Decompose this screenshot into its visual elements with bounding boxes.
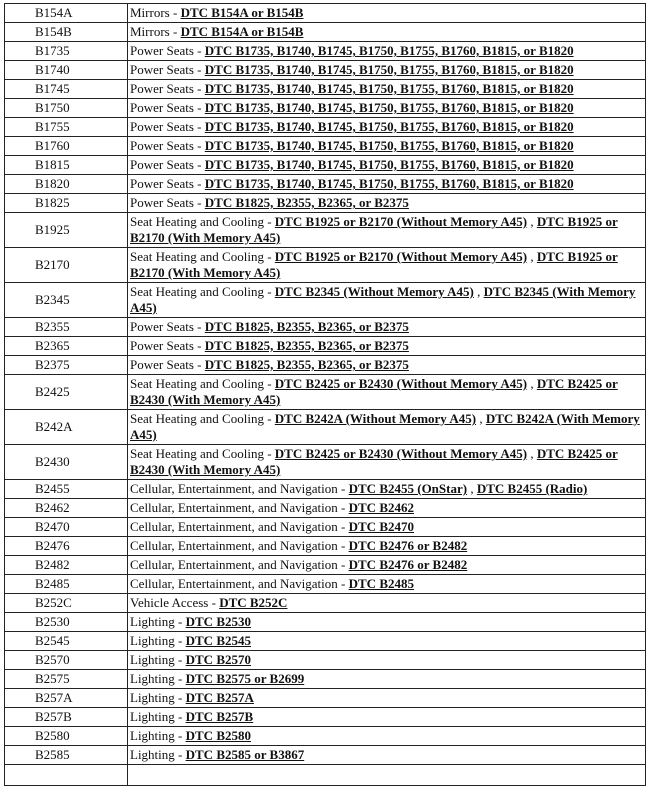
table-row — [5, 42, 646, 61]
table-row — [5, 194, 646, 213]
table-row — [5, 556, 646, 575]
dtc-link[interactable]: DTC B154A or B154B — [180, 5, 304, 20]
system-separator: - — [263, 446, 275, 461]
table-row — [5, 410, 646, 445]
table-row — [5, 575, 646, 594]
system-name: Seat Heating and Cooling — [130, 249, 264, 264]
system-name: Power Seats — [130, 62, 194, 77]
dtc-code-cell: B2570 — [5, 651, 128, 670]
dtc-code-cell: B2345 — [5, 283, 128, 318]
system-separator: - — [174, 747, 186, 762]
dtc-description-cell — [128, 445, 646, 480]
dtc-description-cell — [128, 213, 646, 248]
table-row — [5, 318, 646, 337]
dtc-link[interactable]: DTC B1825, B2355, B2365, or B2375 — [204, 357, 409, 372]
system-name: Power Seats — [130, 157, 194, 172]
dtc-code-cell: B154A — [5, 4, 128, 23]
system-name: Cellular, Entertainment, and Navigation — [130, 557, 338, 572]
dtc-description-cell — [128, 283, 646, 318]
system-name: Lighting — [130, 614, 175, 629]
system-separator: - — [337, 500, 349, 515]
table-row — [5, 537, 646, 556]
dtc-link[interactable]: DTC B2425 or B2430 (Without Memory A45) — [274, 376, 528, 391]
dtc-link[interactable]: DTC B1735, B1740, B1745, B1750, B1755, B1760, B1815, or B1820 — [204, 138, 574, 153]
system-separator: - — [193, 81, 205, 96]
system-name: Cellular, Entertainment, and Navigation — [130, 500, 338, 515]
table-row — [5, 670, 646, 689]
dtc-description-cell — [128, 651, 646, 670]
system-separator: - — [169, 24, 181, 39]
dtc-link[interactable]: DTC B1925 or B2170 (With Memory A45) — [130, 214, 618, 245]
table-row — [5, 518, 646, 537]
dtc-description-cell — [128, 480, 646, 499]
table-row — [5, 356, 646, 375]
dtc-link[interactable]: DTC B2455 (Radio) — [476, 481, 588, 496]
system-separator: - — [174, 614, 186, 629]
dtc-description-cell — [128, 575, 646, 594]
link-separator: , — [527, 376, 537, 391]
table-row — [5, 156, 646, 175]
table-row — [5, 118, 646, 137]
dtc-description-cell — [128, 746, 646, 765]
system-name: Power Seats — [130, 43, 194, 58]
table-row — [5, 99, 646, 118]
dtc-link[interactable]: DTC B257B — [185, 709, 254, 724]
system-name: Lighting — [130, 633, 175, 648]
table-row — [5, 594, 646, 613]
dtc-code-cell: B1820 — [5, 175, 128, 194]
dtc-description-cell — [128, 613, 646, 632]
table-row — [5, 445, 646, 480]
dtc-description-cell — [128, 537, 646, 556]
system-separator: - — [193, 176, 205, 191]
system-separator: - — [337, 576, 349, 591]
system-separator: - — [208, 595, 220, 610]
dtc-link[interactable]: DTC B1825, B2355, B2365, or B2375 — [204, 195, 409, 210]
system-separator: - — [337, 519, 349, 534]
dtc-code-cell: B2585 — [5, 746, 128, 765]
dtc-link[interactable]: DTC B1735, B1740, B1745, B1750, B1755, B1760, B1815, or B1820 — [204, 119, 574, 134]
dtc-description-cell — [128, 708, 646, 727]
system-name: Power Seats — [130, 319, 194, 334]
dtc-link[interactable]: DTC B1735, B1740, B1745, B1750, B1755, B1760, B1815, or B1820 — [204, 81, 574, 96]
system-separator: - — [193, 319, 205, 334]
system-separator: - — [337, 557, 349, 572]
system-name: Lighting — [130, 671, 175, 686]
link-separator: , — [473, 284, 484, 299]
dtc-code-cell: B2430 — [5, 445, 128, 480]
system-name: Seat Heating and Cooling — [130, 284, 264, 299]
dtc-table-body — [5, 4, 646, 786]
dtc-link[interactable]: DTC B2476 or B2482 — [348, 538, 468, 553]
system-separator: - — [193, 338, 205, 353]
dtc-description-cell — [128, 689, 646, 708]
system-name: Power Seats — [130, 357, 194, 372]
dtc-description-cell — [128, 670, 646, 689]
dtc-code-cell: B1755 — [5, 118, 128, 137]
dtc-code-cell: B1750 — [5, 99, 128, 118]
dtc-link[interactable]: DTC B2425 or B2430 (With Memory A45) — [130, 446, 618, 477]
dtc-description-cell — [128, 4, 646, 23]
empty-cell — [5, 765, 128, 786]
table-row — [5, 61, 646, 80]
dtc-code-cell: B2462 — [5, 499, 128, 518]
dtc-link[interactable]: DTC B2545 — [185, 633, 251, 648]
dtc-link[interactable]: DTC B2580 — [185, 728, 251, 743]
system-separator: - — [193, 119, 205, 134]
table-row — [5, 613, 646, 632]
dtc-link[interactable]: DTC B2570 — [185, 652, 251, 667]
link-separator: , — [527, 214, 537, 229]
table-row — [5, 23, 646, 42]
system-separator: - — [174, 633, 186, 648]
dtc-link[interactable]: DTC B1735, B1740, B1745, B1750, B1755, B1760, B1815, or B1820 — [204, 176, 574, 191]
system-separator: - — [263, 376, 275, 391]
system-name: Power Seats — [130, 100, 194, 115]
system-name: Power Seats — [130, 138, 194, 153]
system-name: Power Seats — [130, 195, 194, 210]
table-row — [5, 651, 646, 670]
dtc-code-cell: B154B — [5, 23, 128, 42]
system-separator: - — [169, 5, 181, 20]
dtc-link[interactable]: DTC B1925 or B2170 (With Memory A45) — [130, 249, 618, 280]
dtc-code-cell: B2485 — [5, 575, 128, 594]
dtc-code-cell: B2530 — [5, 613, 128, 632]
table-row — [5, 375, 646, 410]
dtc-description-cell — [128, 518, 646, 537]
dtc-description-cell — [128, 727, 646, 746]
table-row — [5, 283, 646, 318]
table-row — [5, 746, 646, 765]
table-row — [5, 248, 646, 283]
dtc-description-cell — [128, 499, 646, 518]
dtc-description-cell — [128, 42, 646, 61]
system-separator: - — [174, 690, 186, 705]
dtc-link[interactable]: DTC B257A — [185, 690, 254, 705]
table-row — [5, 708, 646, 727]
system-name: Lighting — [130, 728, 175, 743]
dtc-link[interactable]: DTC B1825, B2355, B2365, or B2375 — [204, 338, 409, 353]
table-row — [5, 689, 646, 708]
dtc-code-cell: B2470 — [5, 518, 128, 537]
dtc-link[interactable]: DTC B242A (Without Memory A45) — [274, 411, 477, 426]
dtc-code-cell: B2476 — [5, 537, 128, 556]
system-separator: - — [337, 538, 349, 553]
table-row — [5, 727, 646, 746]
dtc-description-cell — [128, 556, 646, 575]
system-name: Seat Heating and Cooling — [130, 376, 264, 391]
system-name: Seat Heating and Cooling — [130, 411, 264, 426]
dtc-description-cell — [128, 337, 646, 356]
system-name: Cellular, Entertainment, and Navigation — [130, 519, 338, 534]
system-separator: - — [174, 671, 186, 686]
system-separator: - — [193, 100, 205, 115]
dtc-link[interactable]: DTC B252C — [219, 595, 288, 610]
system-name: Lighting — [130, 747, 175, 762]
system-separator: - — [263, 249, 275, 264]
system-name: Lighting — [130, 690, 175, 705]
system-separator: - — [193, 43, 205, 58]
dtc-code-cell: B257B — [5, 708, 128, 727]
link-separator: , — [527, 249, 537, 264]
dtc-link[interactable]: DTC B2345 (With Memory A45) — [130, 284, 636, 315]
dtc-description-cell — [128, 23, 646, 42]
dtc-description-cell — [128, 632, 646, 651]
dtc-code-cell: B1745 — [5, 80, 128, 99]
table-row — [5, 137, 646, 156]
dtc-code-cell: B1815 — [5, 156, 128, 175]
dtc-code-cell: B1735 — [5, 42, 128, 61]
dtc-link[interactable]: DTC B242A (With Memory A45) — [130, 411, 640, 442]
system-separator: - — [193, 157, 205, 172]
dtc-code-cell: B2482 — [5, 556, 128, 575]
dtc-description-cell — [128, 356, 646, 375]
dtc-description-cell — [128, 375, 646, 410]
dtc-link[interactable]: DTC B2345 (Without Memory A45) — [274, 284, 474, 299]
table-row — [5, 499, 646, 518]
dtc-link[interactable]: DTC B1925 or B2170 (Without Memory A45) — [274, 249, 528, 264]
dtc-code-cell: B2355 — [5, 318, 128, 337]
dtc-link[interactable]: DTC B2585 or B3867 — [185, 747, 305, 762]
system-separator: - — [263, 214, 275, 229]
system-name: Cellular, Entertainment, and Navigation — [130, 538, 338, 553]
system-separator: - — [174, 709, 186, 724]
dtc-table — [4, 3, 646, 786]
system-separator: - — [337, 481, 349, 496]
table-row — [5, 175, 646, 194]
system-name: Mirrors — [130, 24, 170, 39]
system-name: Power Seats — [130, 176, 194, 191]
system-name: Cellular, Entertainment, and Navigation — [130, 576, 338, 591]
table-row — [5, 80, 646, 99]
dtc-description-cell — [128, 594, 646, 613]
dtc-code-cell: B242A — [5, 410, 128, 445]
system-separator: - — [193, 195, 205, 210]
system-separator: - — [174, 728, 186, 743]
system-separator: - — [263, 411, 275, 426]
system-name: Seat Heating and Cooling — [130, 214, 264, 229]
dtc-description-cell — [128, 118, 646, 137]
table-row — [5, 213, 646, 248]
dtc-description-cell — [128, 99, 646, 118]
link-separator: , — [476, 411, 486, 426]
dtc-link[interactable]: DTC B1735, B1740, B1745, B1750, B1755, B1760, B1815, or B1820 — [204, 157, 574, 172]
dtc-link[interactable]: DTC B2462 — [348, 500, 414, 515]
dtc-link[interactable]: DTC B2485 — [348, 576, 414, 591]
empty-table-row — [5, 765, 646, 786]
table-row — [5, 480, 646, 499]
link-separator: , — [467, 481, 477, 496]
system-separator: - — [193, 62, 205, 77]
dtc-code-cell: B2575 — [5, 670, 128, 689]
dtc-description-cell — [128, 61, 646, 80]
dtc-code-cell: B252C — [5, 594, 128, 613]
dtc-description-cell — [128, 175, 646, 194]
system-separator: - — [193, 138, 205, 153]
system-name: Lighting — [130, 709, 175, 724]
dtc-code-cell: B2545 — [5, 632, 128, 651]
dtc-link[interactable]: DTC B1735, B1740, B1745, B1750, B1755, B1760, B1815, or B1820 — [204, 43, 574, 58]
system-separator: - — [193, 357, 205, 372]
dtc-link[interactable]: DTC B2425 or B2430 (Without Memory A45) — [274, 446, 528, 461]
dtc-description-cell — [128, 248, 646, 283]
dtc-link[interactable]: DTC B1735, B1740, B1745, B1750, B1755, B1760, B1815, or B1820 — [204, 62, 574, 77]
system-separator: - — [263, 284, 275, 299]
empty-cell — [128, 765, 646, 786]
dtc-link[interactable]: DTC B2575 or B2699 — [185, 671, 305, 686]
dtc-link[interactable]: DTC B1735, B1740, B1745, B1750, B1755, B1760, B1815, or B1820 — [204, 100, 574, 115]
dtc-link[interactable]: DTC B2476 or B2482 — [348, 557, 468, 572]
system-name: Seat Heating and Cooling — [130, 446, 264, 461]
dtc-code-cell: B2425 — [5, 375, 128, 410]
table-row — [5, 337, 646, 356]
dtc-link[interactable]: DTC B2530 — [185, 614, 251, 629]
system-name: Power Seats — [130, 81, 194, 96]
dtc-code-cell: B1760 — [5, 137, 128, 156]
dtc-description-cell — [128, 318, 646, 337]
system-name: Mirrors — [130, 5, 170, 20]
dtc-description-cell — [128, 194, 646, 213]
dtc-code-cell: B1825 — [5, 194, 128, 213]
dtc-code-cell: B2365 — [5, 337, 128, 356]
dtc-link[interactable]: DTC B2425 or B2430 (With Memory A45) — [130, 376, 618, 407]
system-name: Cellular, Entertainment, and Navigation — [130, 481, 338, 496]
dtc-code-cell: B1740 — [5, 61, 128, 80]
system-name: Lighting — [130, 652, 175, 667]
dtc-code-cell: B2375 — [5, 356, 128, 375]
system-name: Vehicle Access — [130, 595, 209, 610]
dtc-description-cell — [128, 410, 646, 445]
dtc-code-cell: B2580 — [5, 727, 128, 746]
dtc-link[interactable]: DTC B1825, B2355, B2365, or B2375 — [204, 319, 409, 334]
table-row — [5, 632, 646, 651]
dtc-link[interactable]: DTC B154A or B154B — [180, 24, 304, 39]
system-separator: - — [174, 652, 186, 667]
dtc-link[interactable]: DTC B2455 (OnStar) — [348, 481, 468, 496]
system-name: Power Seats — [130, 119, 194, 134]
dtc-description-cell — [128, 156, 646, 175]
dtc-link[interactable]: DTC B1925 or B2170 (Without Memory A45) — [274, 214, 528, 229]
system-name: Power Seats — [130, 338, 194, 353]
dtc-link[interactable]: DTC B2470 — [348, 519, 414, 534]
dtc-code-cell: B257A — [5, 689, 128, 708]
dtc-description-cell — [128, 80, 646, 99]
dtc-code-cell: B2455 — [5, 480, 128, 499]
dtc-code-cell: B1925 — [5, 213, 128, 248]
dtc-description-cell — [128, 137, 646, 156]
dtc-code-cell: B2170 — [5, 248, 128, 283]
link-separator: , — [527, 446, 537, 461]
table-row — [5, 4, 646, 23]
